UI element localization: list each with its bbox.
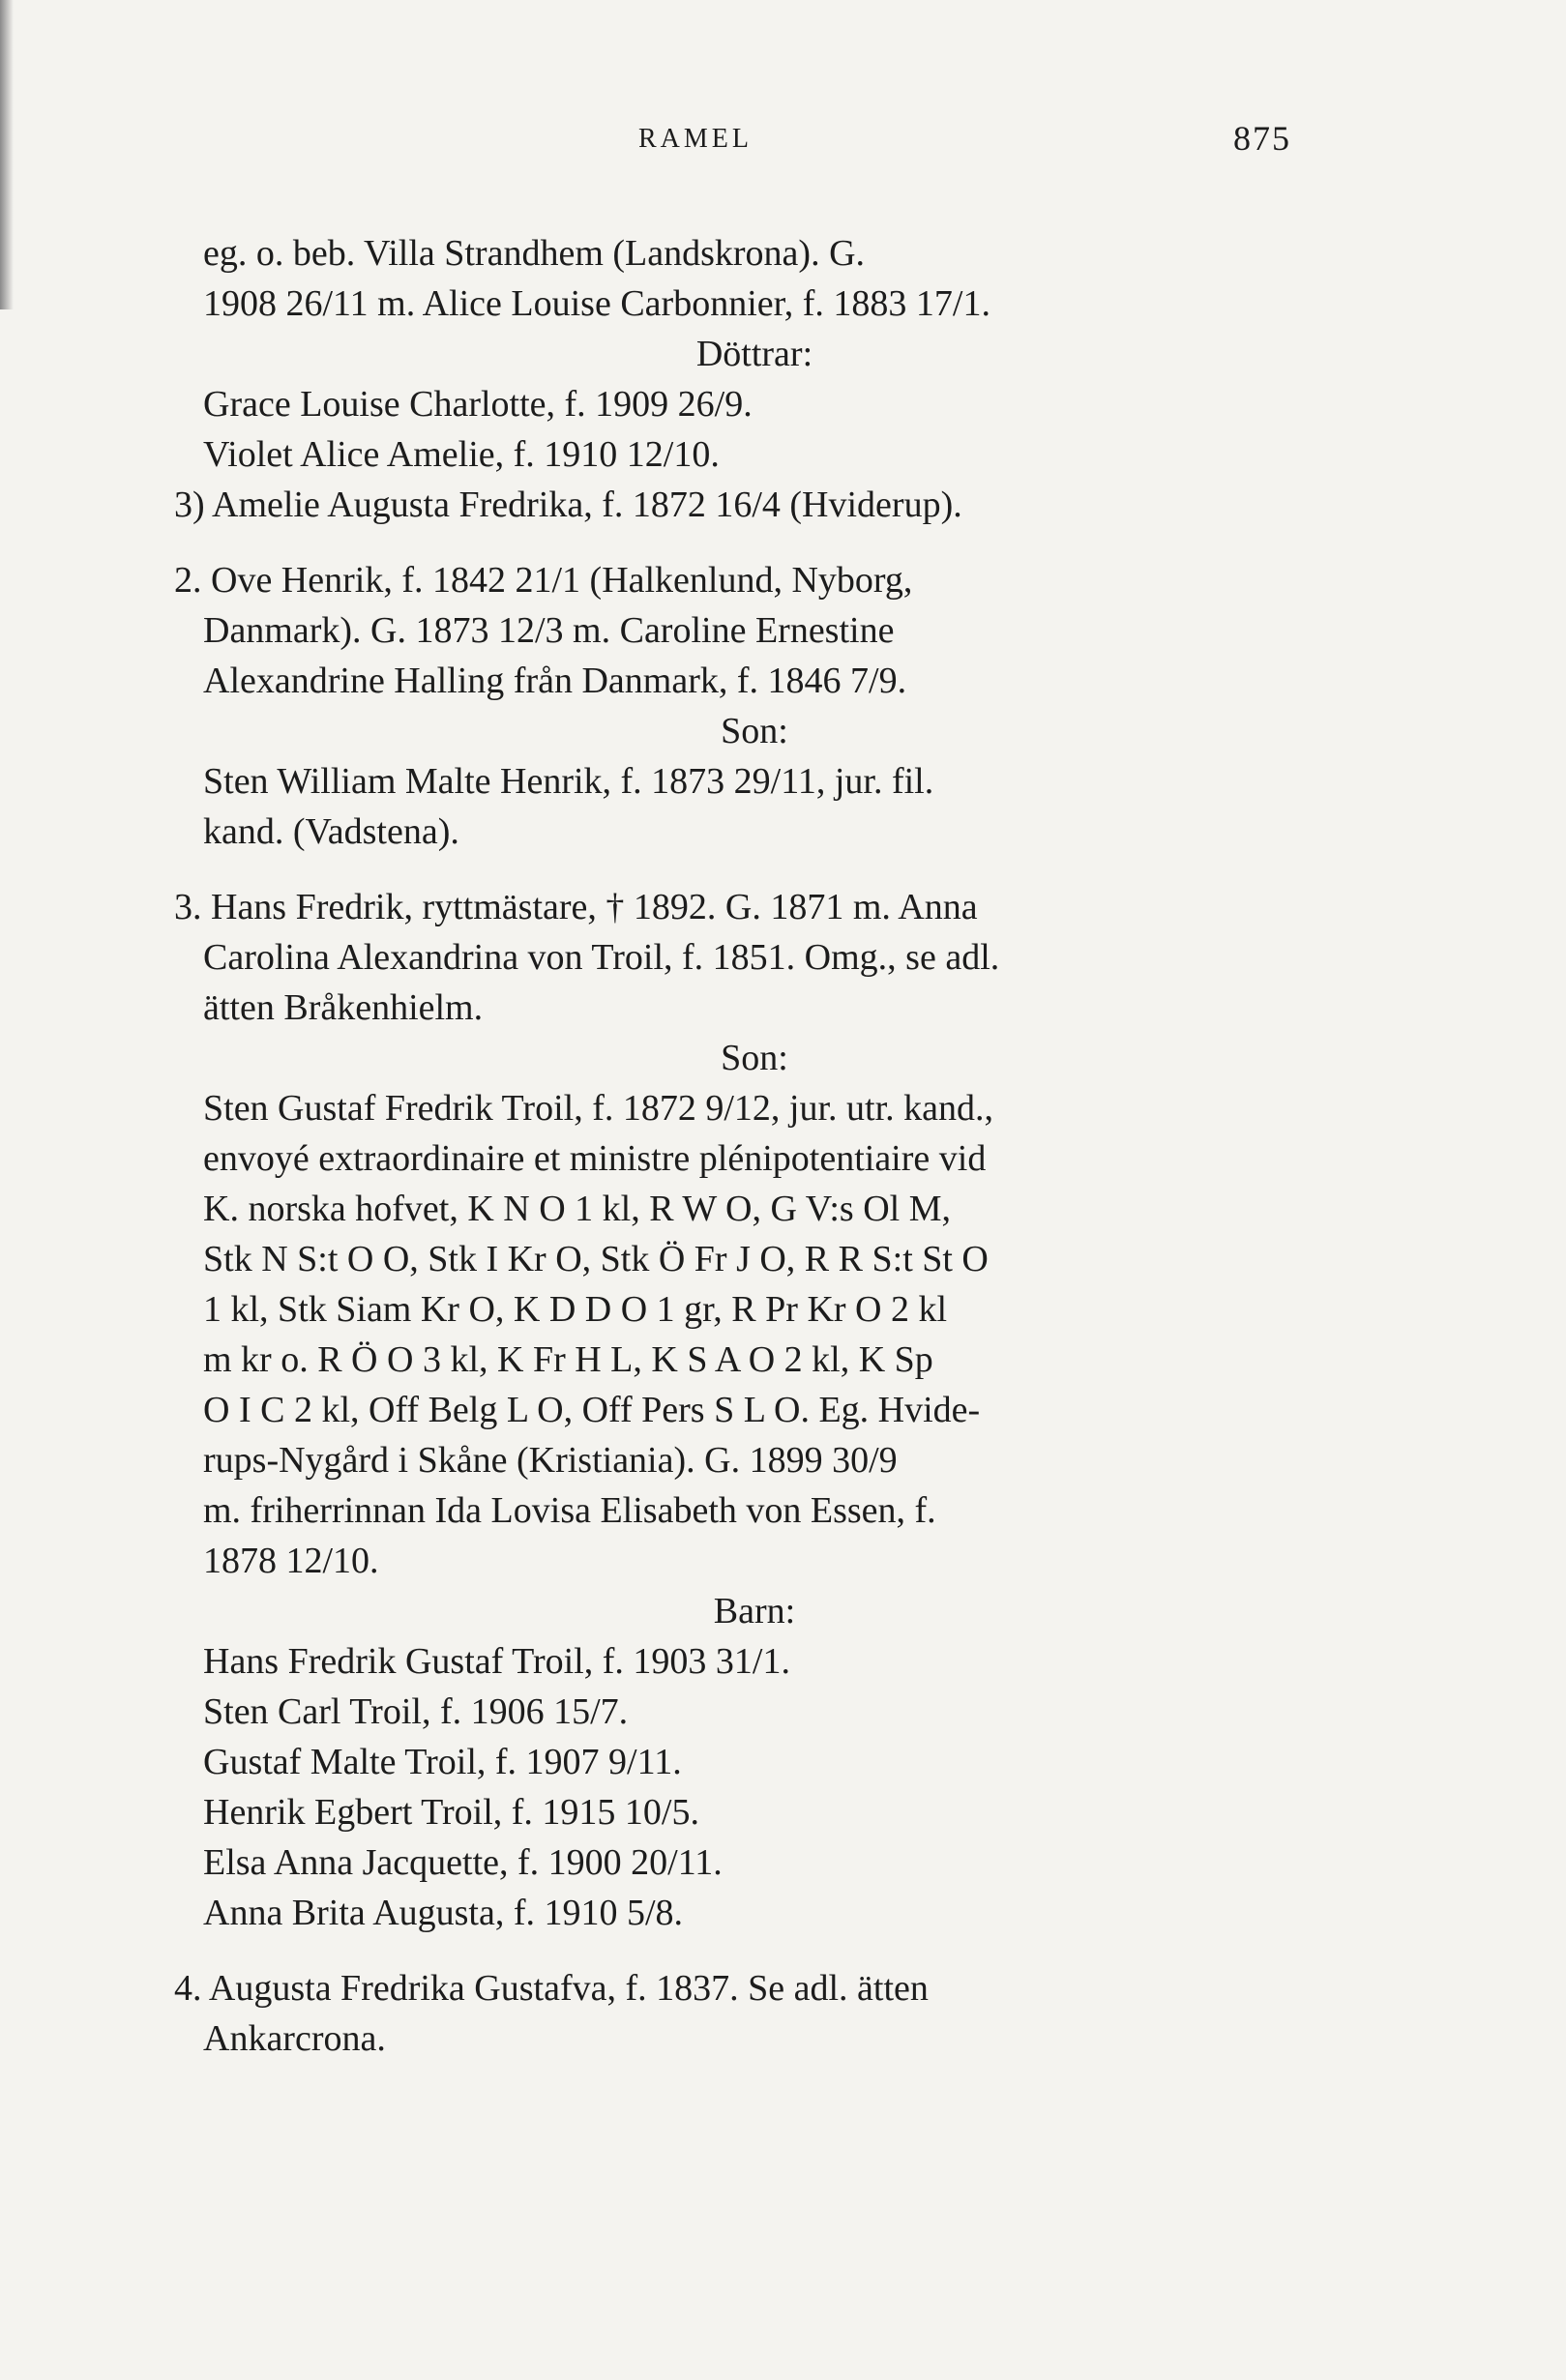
text-line: Alexandrine Halling från Danmark, f. 1846 7/9. [203, 661, 907, 701]
text-line: kand. (Vadstena). [203, 811, 459, 852]
text-body [174, 228, 1335, 2064]
text-line: rups-Nygård i Skåne (Kristiania). G. 1899 30/9 [203, 1440, 898, 1481]
text-line: 2. Ove Henrik, f. 1842 21/1 (Halkenlund, Nyborg, [174, 560, 913, 601]
text-line: Barn: [713, 1591, 796, 1631]
text-line: Son: [721, 1038, 788, 1078]
paragraph-gap [174, 1938, 1335, 1963]
text-line: O I C 2 kl, Off Belg L O, Off Pers S L O. Eg. Hvide- [203, 1390, 981, 1430]
text-line: Elsa Anna Jacquette, f. 1900 20/11. [203, 1842, 723, 1883]
text-line: Ankarcrona. [203, 2018, 386, 2059]
text-line: 1 kl, Stk Siam Kr O, K D D O 1 gr, R Pr Kr O 2 kl [203, 1289, 948, 1330]
text-line: K. norska hofvet, K N O 1 kl, R W O, G V:s Ol M, [203, 1189, 952, 1229]
text-line: 3. Hans Fredrik, ryttmästare, † 1892. G. 1871 m. Anna [174, 887, 978, 927]
text-line: Gustaf Malte Troil, f. 1907 9/11. [203, 1742, 682, 1782]
text-line: ätten Bråkenhielm. [203, 987, 484, 1028]
text-line: 3) Amelie Augusta Fredrika, f. 1872 16/4 (Hviderup). [174, 485, 962, 525]
text-line: m kr o. R Ö O 3 kl, K Fr H L, K S A O 2 kl, K Sp [203, 1339, 933, 1380]
text-line: Anna Brita Augusta, f. 1910 5/8. [203, 1893, 684, 1933]
text-line: Violet Alice Amelie, f. 1910 12/10. [203, 434, 720, 475]
page-number: 875 [1233, 119, 1291, 158]
text-line: Son: [721, 711, 788, 751]
text-line: Sten Carl Troil, f. 1906 15/7. [203, 1691, 629, 1732]
text-line: Stk N S:t O O, Stk I Kr O, Stk Ö Fr J O, R R S:t St O [203, 1239, 989, 1279]
text-line: Sten William Malte Henrik, f. 1873 29/11, jur. fil. [203, 761, 934, 802]
text-line: Döttrar: [695, 334, 813, 374]
text-line: Carolina Alexandrina von Troil, f. 1851. Omg., se adl. [203, 937, 1000, 978]
text-line: m. friherrinnan Ida Lovisa Elisabeth von Essen, f. [203, 1490, 936, 1531]
text-line: Sten Gustaf Fredrik Troil, f. 1872 9/12, jur. utr. kand., [203, 1088, 993, 1129]
page-header [0, 119, 1566, 162]
paragraph-gap [174, 857, 1335, 882]
paragraph-gap [174, 530, 1335, 555]
text-line: Danmark). G. 1873 12/3 m. Caroline Ernestine [203, 610, 895, 651]
text-line: Henrik Egbert Troil, f. 1915 10/5. [203, 1792, 699, 1833]
text-line: envoyé extraordinaire et ministre plénipotentiaire vid [203, 1138, 987, 1179]
text-line: Hans Fredrik Gustaf Troil, f. 1903 31/1. [203, 1641, 790, 1682]
text-line: 1908 26/11 m. Alice Louise Carbonnier, f. 1883 17/1. [203, 283, 990, 324]
text-line: 1878 12/10. [203, 1541, 379, 1581]
text-line: eg. o. beb. Villa Strandhem (Landskrona). G. [203, 233, 866, 274]
text-line: 4. Augusta Fredrika Gustafva, f. 1837. Se adl. ätten [174, 1968, 929, 2009]
text-line: Grace Louise Charlotte, f. 1909 26/9. [203, 384, 753, 425]
running-head: RAMEL [638, 124, 753, 154]
